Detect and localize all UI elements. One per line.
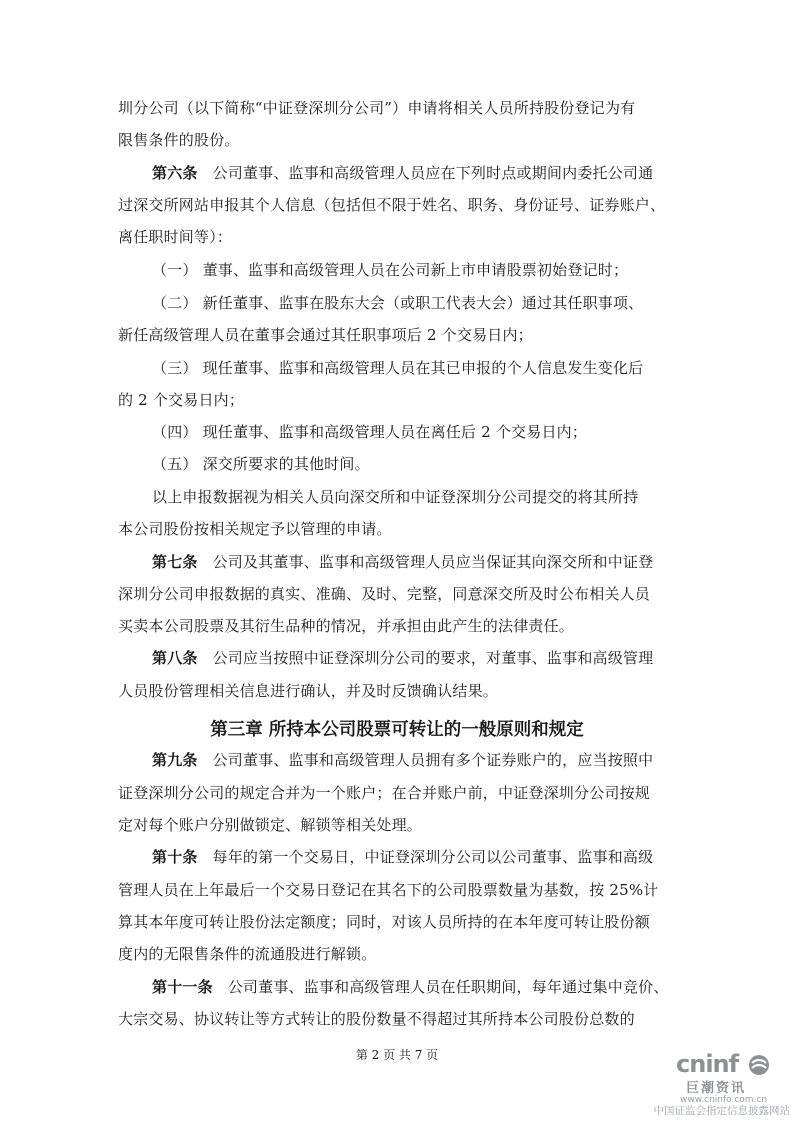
- text-line: 大宗交易、协议转让等方式转让的股份数量不得超过其所持本公司股份总数的: [118, 1010, 635, 1028]
- text-line: 买卖本公司股票及其衍生品种的情况，并承担由此产生的法律责任。: [118, 617, 575, 635]
- article-text: 公司董事、监事和高级管理人员在任职期间，每年通过集中竞价、: [227, 978, 669, 996]
- list-item: （三） 现任董事、监事和高级管理人员在其已申报的个人信息发生变化后: [152, 359, 644, 377]
- text-line: 深圳分公司申报数据的真实、准确、及时、完整，同意深交所及时公布相关人员: [118, 585, 651, 603]
- page-number: 第 2 页 共 7 页: [355, 1048, 439, 1062]
- text-line: 人员股份管理相关信息进行确认，并及时反馈确认结果。: [118, 682, 499, 700]
- text-line: 过深交所网站申报其个人信息（包括但不限于姓名、职务、身份证号、证券账户、: [118, 196, 666, 214]
- cninfo-swirl-icon: [748, 1054, 770, 1076]
- article-11: [152, 977, 669, 997]
- article-text: 公司及其董事、监事和高级管理人员应当保证其向深交所和中证登: [212, 553, 654, 571]
- article-text: 公司董事、监事和高级管理人员拥有多个证券账户的，应当按照中: [212, 751, 654, 769]
- article-number: 第十一条: [152, 978, 213, 996]
- text-line: 以上申报数据视为相关人员向深交所和中证登深圳分公司提交的将其所持: [152, 488, 639, 506]
- text-line: 管理人员在上年最后一个交易日登记在其名下的公司股票数量为基数，按 25%计: [118, 881, 659, 899]
- article-8: [152, 648, 653, 668]
- text-line: 离任职时间等）：: [118, 228, 233, 246]
- text-line: 算其本年度可转让股份法定额度；同时，对该人员所持的在本年度可转让股份额: [118, 913, 651, 931]
- article-10: [152, 847, 653, 867]
- text-line: 的 2 个交易日内；: [118, 391, 245, 409]
- csrc-watermark: 中国证监会指定信息披露网站: [653, 1105, 790, 1117]
- article-9: [152, 750, 653, 770]
- text-line: 新任高级管理人员在董事会通过其任职事项后 2 个交易日内；: [118, 326, 533, 344]
- logo-chinese-name: 巨潮资讯: [686, 1081, 747, 1096]
- article-number: 第七条: [152, 553, 198, 571]
- logo-wordmark: cninf: [676, 1050, 739, 1078]
- text-line: 圳分公司（以下简称“中证登深圳分公司”）申请将相关人员所持股份登记为有: [118, 99, 636, 117]
- list-item: （五） 深交所要求的其他时间。: [152, 455, 370, 473]
- article-number: 第八条: [152, 649, 198, 667]
- article-number: 第六条: [152, 164, 198, 182]
- text-line: 证登深圳分公司的规定合并为一个账户；在合并账户前，中证登深圳分公司按规: [118, 784, 651, 802]
- list-item: （一） 董事、监事和高级管理人员在公司新上市申请股票初始登记时；: [152, 261, 629, 279]
- text-line: 度内的无限售条件的流通股进行解锁。: [118, 945, 377, 963]
- text-line: 定对每个账户分别做锁定、解锁等相关处理。: [118, 816, 423, 834]
- article-7: [152, 552, 653, 572]
- article-number: 第十条: [152, 848, 198, 866]
- article-text: 公司应当按照中证登深圳分公司的要求，对董事、监事和高级管理: [212, 649, 654, 667]
- article-text: 公司董事、监事和高级管理人员应在下列时点或期间内委托公司通: [212, 164, 654, 182]
- list-item: （四） 现任董事、监事和高级管理人员在离任后 2 个交易日内；: [152, 423, 588, 441]
- text-line: 限售条件的股份。: [118, 131, 240, 149]
- list-item: （二） 新任董事、监事在股东大会（或职工代表大会）通过其任职事项、: [152, 294, 644, 312]
- text-line: 本公司股份按相关规定予以管理的申请。: [118, 520, 392, 538]
- article-number: 第九条: [152, 751, 198, 769]
- logo-url: www.cninfo.com.cn: [680, 1095, 768, 1105]
- chapter-heading: 第三章 所持本公司股票可转让的一般原则和规定: [210, 720, 584, 740]
- article-text: 每年的第一个交易日，中证登深圳分公司以公司董事、监事和高级: [212, 848, 654, 866]
- article-6: [152, 163, 653, 183]
